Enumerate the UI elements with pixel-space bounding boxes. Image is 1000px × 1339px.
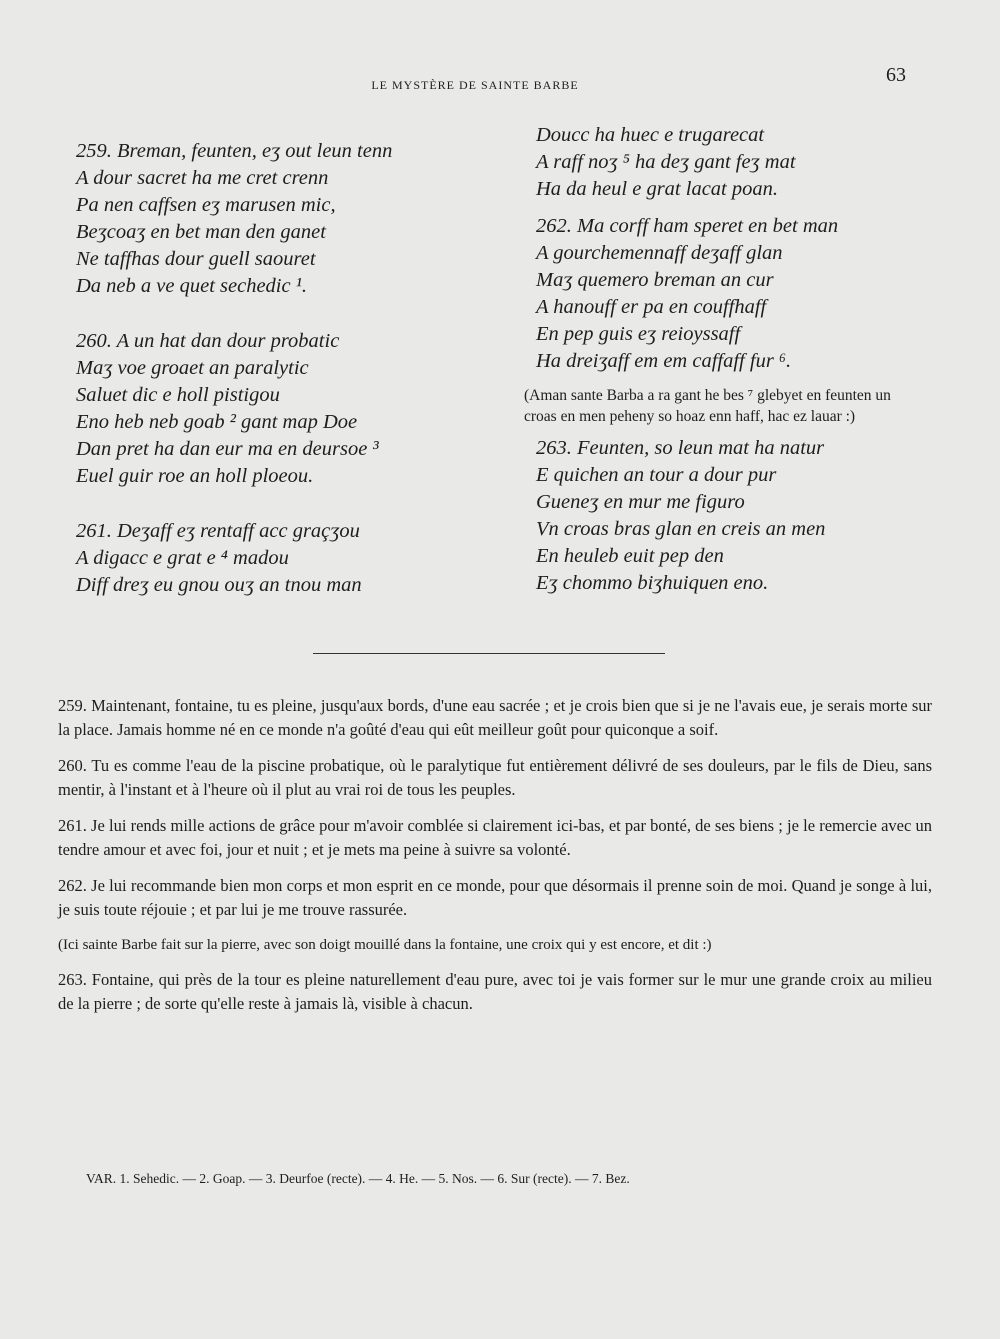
verse-line: Diff dreʒ eu gnou ouʒ an tnou man [76,574,362,596]
verse-line: En pep guis eʒ reioyssaff [536,323,741,345]
stanza-261 [76,518,496,599]
verse-line: Ha dreiʒaff em em caffaff fur ⁶. [536,350,792,372]
verse-line: Maʒ quemero breman an cur [536,269,774,291]
verse-column-right [524,122,936,607]
verse-line: 260. A un hat dan dour probatic [76,330,340,352]
stanza-263 [536,435,936,597]
section-divider [313,653,665,654]
verse-line: Eʒ chommo biʒhuiquen eno. [536,572,769,594]
verse-line: A hanouff er pa en couffhaff [536,296,767,318]
verse-line: Ne taffhas dour guell saouret [76,248,316,270]
stage-direction: (Aman sante Barba a ra gant he bes ⁷ glebyet en feunten un croas en men peheny so hoaz enn haff, hac ez lauar :) [524,387,891,425]
verse-column-left [76,138,496,627]
verse-line: A gourchemennaff deʒaff glan [536,242,783,264]
translation-stage-note: (Ici sainte Barbe fait sur la pierre, avec son doigt mouillé dans la fontaine, une croix qui y est encore, et dit :) [58,937,712,953]
french-translation [58,694,932,1028]
verse-line: A raff noʒ ⁵ ha deʒ gant feʒ mat [536,151,796,173]
translation-paragraph: 259. Maintenant, fontaine, tu es pleine, jusqu'aux bords, d'une eau sacrée ; et je crois bien que si je ne l'avais eue, je serais morte sur la place. Jamais homme né en ce monde n'a goûté d'eau qui eût meilleur goût pour quiconque a soif. [58,696,932,739]
stanza-262 [536,213,936,375]
verse-line: Maʒ voe groaet an paralytic [76,357,309,379]
verse-line: 261. Deʒaff eʒ rentaff acc graçʒou [76,520,360,542]
verse-line: A digacc e grat e ⁴ madou [76,547,289,569]
variant-readings-footnote: VAR. 1. Sehedic. — 2. Goap. — 3. Deurfoe (recte). — 4. He. — 5. Nos. — 6. Sur (recte). — 7. Bez. [86,1171,630,1186]
verse-line: Ha da heul e grat lacat poan. [536,178,778,200]
verse-line: A dour sacret ha me cret crenn [76,167,329,189]
translation-paragraph: 262. Je lui recommande bien mon corps et mon esprit en ce monde, pour que désormais il prenne soin de moi. Quand je songe à lui, je suis toute réjouie ; et par lui je me trouve rassurée. [58,876,932,919]
verse-line: 259. Breman, feunten, eʒ out leun tenn [76,140,393,162]
verse-line: En heuleb euit pep den [536,545,724,567]
verse-line: 262. Ma corff ham speret en bet man [536,215,839,237]
verse-line: Beʒcoaʒ en bet man den ganet [76,221,326,243]
running-title: LE MYSTÈRE DE SAINTE BARBE [371,78,579,92]
translation-paragraph: 261. Je lui rends mille actions de grâce pour m'avoir comblée si clairement ici-bas, et par bonté, de ses biens ; je le remercie avec un tendre amour et avec foi, jour et nuit ; et je mets ma peine à suivre sa volonté. [58,816,932,859]
page-number: 63 [886,64,906,86]
verse-line: E quichen an tour a dour pur [536,464,777,486]
verse-line: Euel guir roe an holl ploeou. [76,465,314,487]
verse-line: Vn croas bras glan en creis an men [536,518,826,540]
stanza-261-cont [536,122,936,203]
verse-line: 263. Feunten, so leun mat ha natur [536,437,825,459]
verse-line: Dan pret ha dan eur ma en deursoe ³ [76,438,379,460]
verse-line: Gueneʒ en mur me figuro [536,491,745,513]
verse-line: Pa nen caffsen eʒ marusen mic, [76,194,336,216]
verse-line: Eno heb neb goab ² gant map Doe [76,411,358,433]
translation-paragraph: 260. Tu es comme l'eau de la piscine probatique, où le paralytique fut entièrement délivré de ses douleurs, par le fils de Dieu, sans mentir, à l'instant et à l'heure où il plut au vrai roi de tous les peuples. [58,756,932,799]
translation-paragraph: 263. Fontaine, qui près de la tour es pleine naturellement d'eau pure, avec toi je vais former sur le mur une grande croix au milieu de la pierre ; de sorte qu'elle reste à jamais là, visible à chacun. [58,970,932,1013]
verse-line: Saluet dic e holl pistigou [76,384,280,406]
stanza-260 [76,328,496,490]
verse-line: Doucc ha huec e trugarecat [536,124,765,146]
verse-line: Da neb a ve quet sechedic ¹. [76,275,307,297]
stanza-259 [76,138,496,300]
